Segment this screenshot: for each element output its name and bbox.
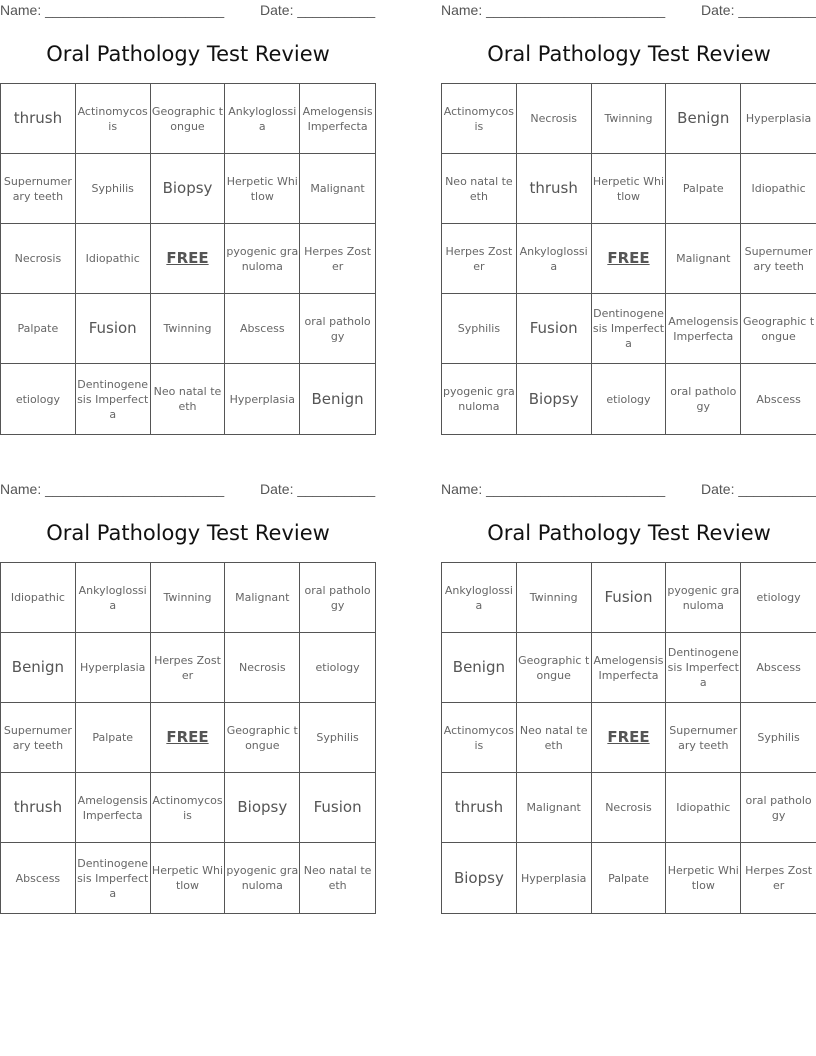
bingo-cell: Biopsy bbox=[442, 843, 517, 913]
date-line: Date: __________ bbox=[701, 481, 816, 497]
bingo-cell: oral pathology bbox=[666, 364, 741, 434]
bingo-cell: Malignant bbox=[225, 563, 300, 633]
bingo-cell: Herpetic Whitlow bbox=[592, 154, 667, 224]
bingo-cell: Necrosis bbox=[225, 633, 300, 703]
bingo-grid bbox=[0, 83, 376, 435]
bingo-cell: Necrosis bbox=[592, 773, 667, 843]
bingo-cell: Neo natal teeth bbox=[442, 154, 517, 224]
bingo-card bbox=[441, 479, 816, 919]
bingo-cell: Herpes Zoster bbox=[442, 224, 517, 294]
bingo-cell: Syphilis bbox=[300, 703, 375, 773]
bingo-cell: Supernumerary teeth bbox=[1, 154, 76, 224]
bingo-cell: Dentinogenesis Imperfecta bbox=[666, 633, 741, 703]
bingo-cell: Abscess bbox=[741, 633, 816, 703]
card-title: Oral Pathology Test Review bbox=[46, 521, 330, 545]
bingo-cell: Amelogensis Imperfecta bbox=[76, 773, 151, 843]
card-title: Oral Pathology Test Review bbox=[487, 521, 771, 545]
bingo-cell: Neo natal teeth bbox=[517, 703, 592, 773]
bingo-cell: Supernumerary teeth bbox=[666, 703, 741, 773]
bingo-cell: Ankyloglossia bbox=[517, 224, 592, 294]
bingo-cell: Benign bbox=[666, 84, 741, 154]
date-line: Date: __________ bbox=[260, 481, 376, 497]
bingo-cell: thrush bbox=[1, 84, 76, 154]
bingo-cell: Neo natal teeth bbox=[151, 364, 226, 434]
bingo-cell: Hyperplasia bbox=[76, 633, 151, 703]
bingo-cell: Palpate bbox=[592, 843, 667, 913]
bingo-card bbox=[441, 0, 816, 440]
bingo-cell: Idiopathic bbox=[741, 154, 816, 224]
name-line: Name: _______________________ bbox=[441, 481, 666, 497]
bingo-cell: Abscess bbox=[756, 392, 801, 406]
bingo-cell: Necrosis bbox=[517, 84, 592, 154]
bingo-grid bbox=[441, 83, 816, 435]
bingo-cell: Actinomycosis bbox=[442, 703, 517, 773]
bingo-cell: Herpetic Whitlow bbox=[666, 843, 741, 913]
bingo-cell: Fusion bbox=[517, 294, 592, 364]
bingo-cell: Palpate bbox=[666, 154, 741, 224]
bingo-cell: Biopsy bbox=[225, 773, 300, 843]
bingo-cell: Neo natal teeth bbox=[303, 864, 372, 892]
free-space: FREE bbox=[151, 703, 226, 773]
bingo-cell: Hyperplasia bbox=[225, 364, 300, 434]
bingo-cell: Herpes Zoster bbox=[745, 864, 813, 892]
name-line: Name: _______________________ bbox=[0, 2, 225, 18]
bingo-cell: Abscess bbox=[1, 843, 76, 913]
bingo-cell: Ankyloglossia bbox=[76, 563, 151, 633]
card-title: Oral Pathology Test Review bbox=[487, 42, 771, 66]
bingo-card bbox=[0, 0, 376, 440]
bingo-cell: etiology bbox=[300, 633, 375, 703]
bingo-cell: Herpes Zoster bbox=[151, 633, 226, 703]
bingo-cell: Amelogensis Imperfecta bbox=[300, 84, 375, 154]
bingo-cell: thrush bbox=[442, 773, 517, 843]
free-space: FREE bbox=[592, 224, 667, 294]
bingo-cell: oral pathology bbox=[300, 563, 375, 633]
bingo-cell: Hyperplasia bbox=[517, 843, 592, 913]
bingo-cell: Syphilis bbox=[741, 703, 816, 773]
bingo-cell: Amelogensis Imperfecta bbox=[666, 294, 741, 364]
bingo-cell: Geographic tongue bbox=[517, 633, 592, 703]
card-title: Oral Pathology Test Review bbox=[46, 42, 330, 66]
date-line: Date: __________ bbox=[701, 2, 816, 18]
bingo-cell: Fusion bbox=[300, 773, 375, 843]
bingo-cell: Geographic tongue bbox=[741, 294, 816, 364]
bingo-cell: Actinomycosis bbox=[76, 84, 151, 154]
bingo-cell: Syphilis bbox=[76, 154, 151, 224]
card-header bbox=[441, 0, 816, 20]
bingo-cell: pyogenic granuloma bbox=[225, 224, 300, 294]
bingo-cell: Idiopathic bbox=[1, 563, 76, 633]
bingo-cell: Biopsy bbox=[517, 364, 592, 434]
bingo-cell: pyogenic granuloma bbox=[225, 843, 300, 913]
name-line: Name: _______________________ bbox=[0, 481, 225, 497]
bingo-cell: thrush bbox=[517, 154, 592, 224]
bingo-cell: Dentinogenesis Imperfecta bbox=[592, 294, 667, 364]
bingo-cell: oral pathology bbox=[741, 773, 816, 843]
card-header bbox=[0, 0, 376, 20]
bingo-cell: etiology bbox=[741, 563, 816, 633]
card-header bbox=[441, 479, 816, 499]
bingo-grid bbox=[0, 562, 376, 914]
bingo-cell: Twinning bbox=[151, 563, 226, 633]
bingo-cell: etiology bbox=[592, 364, 667, 434]
bingo-cell: Amelogensis Imperfecta bbox=[592, 633, 667, 703]
bingo-cell: Herpes Zoster bbox=[300, 224, 375, 294]
bingo-cell: Ankyloglossia bbox=[442, 563, 517, 633]
bingo-cell: Fusion bbox=[76, 294, 151, 364]
bingo-cell: Geographic tongue bbox=[225, 703, 300, 773]
bingo-cell: Ankyloglossia bbox=[225, 84, 300, 154]
bingo-cell: Benign bbox=[311, 389, 364, 408]
bingo-cell: Twinning bbox=[592, 84, 667, 154]
bingo-cell: Geographic tongue bbox=[151, 84, 226, 154]
bingo-cell: Herpetic Whitlow bbox=[151, 843, 226, 913]
bingo-cell: etiology bbox=[1, 364, 76, 434]
bingo-cell: Hyperplasia bbox=[741, 84, 816, 154]
bingo-cell: Actinomycosis bbox=[151, 773, 226, 843]
bingo-cell: Abscess bbox=[225, 294, 300, 364]
free-space: FREE bbox=[151, 224, 226, 294]
bingo-cell: oral pathology bbox=[300, 294, 375, 364]
bingo-cell: Idiopathic bbox=[666, 773, 741, 843]
bingo-cell: Palpate bbox=[1, 294, 76, 364]
free-space: FREE bbox=[592, 703, 667, 773]
bingo-cell: Supernumerary teeth bbox=[741, 224, 816, 294]
bingo-cell: Benign bbox=[1, 633, 76, 703]
bingo-cell: Malignant bbox=[666, 224, 741, 294]
bingo-cell: Fusion bbox=[592, 563, 667, 633]
bingo-cell: Twinning bbox=[517, 563, 592, 633]
bingo-grid bbox=[441, 562, 816, 914]
bingo-cell: Twinning bbox=[151, 294, 226, 364]
date-line: Date: __________ bbox=[260, 2, 376, 18]
bingo-cell: Herpetic Whitlow bbox=[225, 154, 300, 224]
bingo-cell: Supernumerary teeth bbox=[1, 703, 76, 773]
bingo-cell: Biopsy bbox=[151, 154, 226, 224]
bingo-cell: pyogenic granuloma bbox=[442, 364, 517, 434]
bingo-cell: Palpate bbox=[76, 703, 151, 773]
name-line: Name: _______________________ bbox=[441, 2, 666, 18]
bingo-cell: Dentinogenesis Imperfecta bbox=[76, 364, 151, 434]
bingo-cell: Dentinogenesis Imperfecta bbox=[76, 843, 151, 913]
bingo-cell: Idiopathic bbox=[76, 224, 151, 294]
bingo-cell: Necrosis bbox=[1, 224, 76, 294]
bingo-cell: thrush bbox=[1, 773, 76, 843]
bingo-cell: Malignant bbox=[300, 154, 375, 224]
bingo-cell: Malignant bbox=[517, 773, 592, 843]
bingo-cell: Benign bbox=[442, 633, 517, 703]
bingo-cell: pyogenic granuloma bbox=[666, 563, 741, 633]
bingo-cell: Actinomycosis bbox=[442, 84, 517, 154]
bingo-cell: Syphilis bbox=[442, 294, 517, 364]
card-header bbox=[0, 479, 376, 499]
bingo-card bbox=[0, 479, 376, 919]
